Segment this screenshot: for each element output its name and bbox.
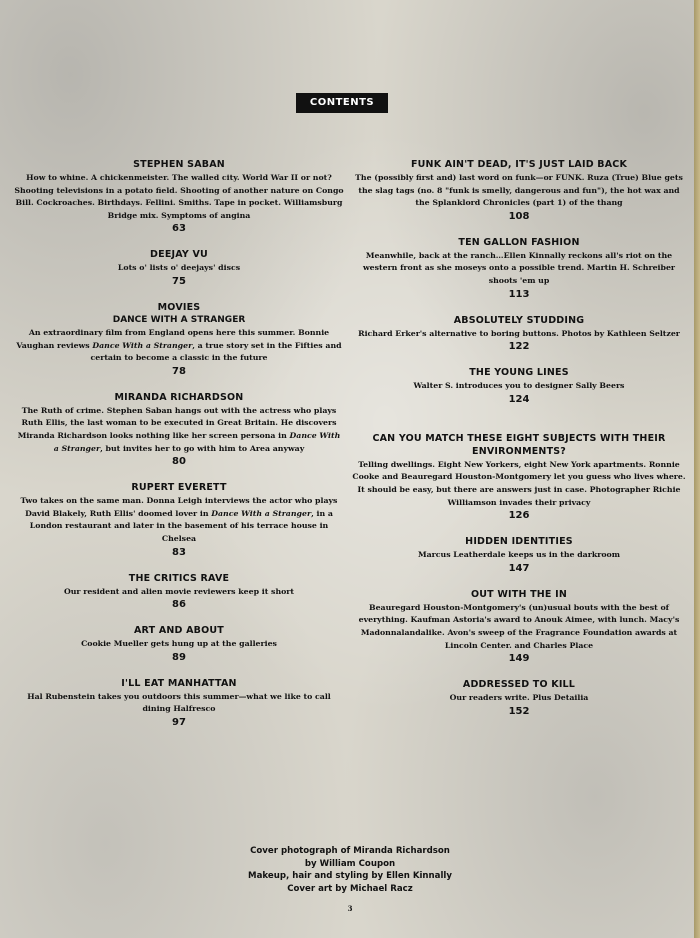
entry-description	[14, 495, 344, 545]
entry-description: Walter S. introduces you to designer Sally Beers	[413, 381, 625, 391]
entry-description: Telling dwellings. Eight New Yorkers, eight New York apartments. Ronnie Cooke and Beauregard Houston-Montgomery let you guess who lives where. It should be easy, but there are answers just in case. Photographer Richie Williamson invades their privacy	[352, 459, 686, 507]
entry-page-number: 122	[508, 341, 530, 353]
toc-entry[interactable]	[352, 366, 686, 406]
entry-subtitle: DANCE WITH A STRANGER	[112, 314, 246, 325]
entry-title: THE CRITICS RAVE	[128, 572, 230, 584]
toc-entry[interactable]	[14, 301, 344, 378]
entry-page-number: 63	[172, 223, 186, 235]
entry-page-number: 152	[508, 705, 530, 717]
entry-title: DEEJAY VU	[150, 249, 208, 261]
entry-title: STEPHEN SABAN	[133, 159, 225, 170]
entry-description: Meanwhile, back at the ranch…Ellen Kinnally reckons all's riot on the western front as she moseys onto a possible trend. Martin H. Schreiber shoots 'em up	[362, 250, 676, 285]
entry-page-number: 86	[172, 599, 186, 611]
body-part: , a true story set in the Fifties and certain to become a classic in the future	[90, 340, 342, 363]
entry-description: Our resident and alien movie reviewers keep it short	[63, 586, 295, 596]
credit-line: Cover photograph of Miranda Richardson	[250, 846, 450, 856]
entry-title: HIDDEN IDENTITIES	[465, 536, 573, 548]
film-title: Dance With a Stranger	[92, 340, 193, 350]
entry-title: THE YOUNG LINES	[469, 367, 569, 379]
contents-label: CONTENTS	[296, 93, 388, 113]
film-title: Dance With a Stranger	[53, 430, 341, 453]
entry-page-number: 149	[508, 653, 530, 665]
credit-line: by William Coupon	[304, 858, 396, 869]
toc-entry[interactable]	[14, 677, 344, 729]
entry-page-number: 113	[508, 288, 530, 300]
entry-title: FUNK AIN'T DEAD, IT'S JUST LAID BACK	[410, 159, 628, 170]
entry-page-number: 89	[172, 651, 186, 663]
entry-description: Marcus Leatherdale keeps us in the darkroom	[418, 550, 620, 560]
entry-title: CAN YOU MATCH THESE EIGHT SUBJECTS WITH THEIR ENVIRONMENTS?	[372, 432, 666, 457]
body-part: An extraordinary film from England opens here this summer. Bonnie Vaughan reviews	[16, 327, 330, 350]
entry-description: How to whine. A chickenmeister. The walled city. World War II or not? Shooting televisions in a potato field. Shooting of another nature on Congo Bill. Cockroaches. Birthdays. Fellini. Smiths. Tape in pocket. Williamsburg Bridge mix. Symptoms of angina	[14, 173, 344, 220]
body-part: The Ruth of crime. Stephen Saban hangs out with the actress who plays Ruth Ellis, the last woman to be executed in Great Britain. He discovers Miranda Richardson looks nothing like her screen persona in	[17, 405, 337, 440]
toc-entry[interactable]	[352, 588, 686, 665]
body-part: , but invites her to go with him to Area anyway	[100, 443, 305, 453]
toc-entry[interactable]	[352, 432, 686, 522]
entry-description: Hal Rubenstein takes you outdoors this summer—what we like to call dining Halfresco	[27, 691, 331, 714]
entry-description	[14, 327, 344, 365]
entry-page-number: 126	[508, 510, 530, 522]
entry-title: ABSOLUTELY STUDDING	[453, 314, 585, 326]
entry-title: OUT WITH THE IN	[470, 588, 568, 600]
page-edge	[694, 0, 700, 938]
entry-description: The (possibly first and) last word on funk—or FUNK. Ruza (True) Blue gets the slag tags (no. 8 "funk is smelly, dangerous and fun"), the hot wax and the Splanklord Chronicles (part 1) of the thang	[355, 173, 683, 208]
toc-entry[interactable]	[14, 624, 344, 664]
entry-page-number: 147	[508, 562, 530, 574]
entry-title: RUPERT EVERETT	[131, 482, 227, 494]
left-column	[14, 156, 344, 729]
credit-line: Cover art by Michael Racz	[287, 883, 413, 894]
cover-credits	[160, 845, 540, 895]
entry-description: Our readers write. Plus Detailia	[449, 693, 589, 703]
entry-title: TEN GALLON FASHION	[458, 236, 580, 248]
entry-title: ART AND ABOUT	[134, 625, 224, 637]
film-title: Dance With a Stranger	[211, 508, 312, 518]
entry-description: Cookie Mueller gets hung up at the galleries	[81, 639, 277, 649]
right-column	[352, 156, 686, 718]
toc-entry[interactable]	[352, 158, 686, 223]
entry-page-number: 97	[172, 716, 186, 728]
toc-entry[interactable]	[352, 678, 686, 718]
entry-description: Richard Erker's alternative to boring buttons. Photos by Kathleen Seltzer	[358, 328, 680, 338]
entry-title: MOVIES	[157, 301, 201, 313]
entry-description: Beauregard Houston-Montgomery's (un)usual bouts with the best of everything. Kaufman Astoria's award to Anouk Aimee, with lunch. Macy's Madonnalandalike. Avon's sweep of the Fragrance Foundation awards at Lincoln Center. and Charles Place	[358, 602, 680, 650]
body-part: Two takes on the same man. Donna Leigh interviews the actor who plays David Blakely, Ruth Ellis' doomed lover in	[20, 496, 338, 518]
toc-entry[interactable]	[14, 572, 344, 612]
entry-page-number: 108	[508, 210, 530, 222]
entry-title: I'LL EAT MANHATTAN	[121, 677, 237, 689]
entry-page-number: 83	[172, 546, 186, 558]
toc-entry[interactable]	[14, 158, 344, 235]
entry-title: MIRANDA RICHARDSON	[114, 391, 244, 403]
toc-entry[interactable]	[14, 391, 344, 468]
entry-page-number: 75	[172, 275, 186, 287]
page-number: 3	[347, 904, 353, 913]
toc-entry[interactable]	[352, 314, 686, 354]
toc-entry[interactable]	[352, 236, 686, 301]
body-part: , in a London restaurant and later in the basement of his terrace house in Chelsea	[29, 508, 333, 543]
entry-description	[14, 405, 344, 455]
credit-line: Makeup, hair and styling by Ellen Kinnally	[248, 871, 452, 881]
entry-page-number: 80	[172, 456, 186, 468]
toc-entry[interactable]	[14, 248, 344, 288]
entry-page-number: 78	[172, 365, 186, 377]
entry-description: Lots o' lists o' deejays' discs	[117, 263, 241, 273]
entry-title: ADDRESSED TO KILL	[462, 679, 576, 691]
entry-page-number: 124	[508, 393, 530, 405]
toc-entry[interactable]	[352, 535, 686, 575]
toc-entry[interactable]	[14, 481, 344, 558]
